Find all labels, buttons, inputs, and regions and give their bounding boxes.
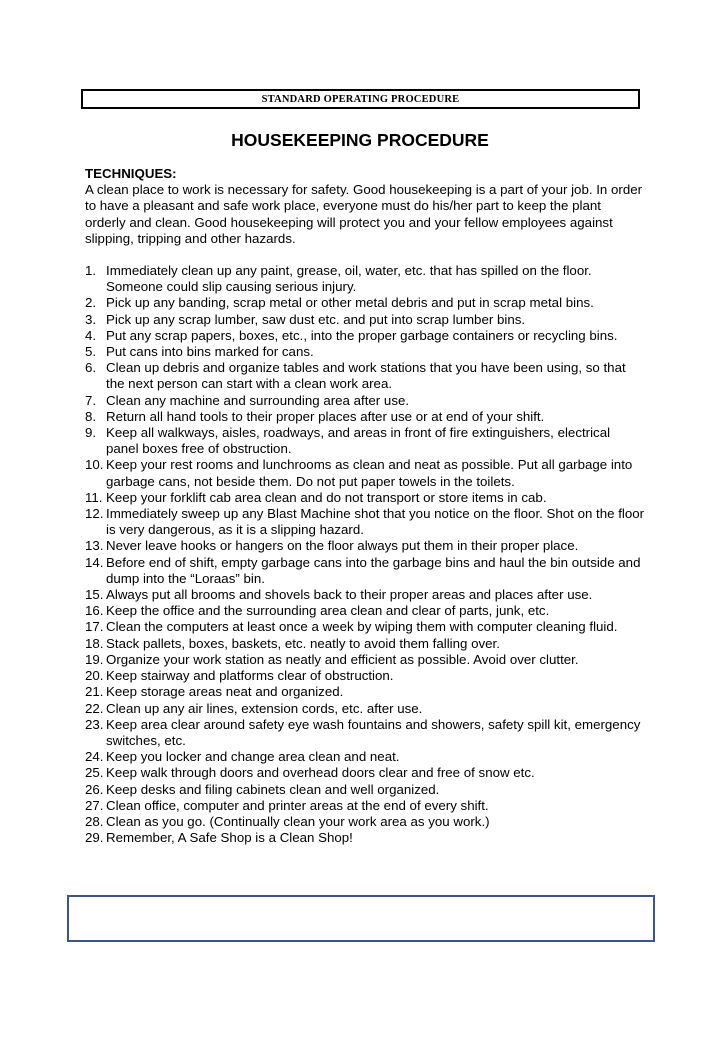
list-item-text: Keep all walkways, aisles, roadways, and areas in front of fire extinguishers, electrical panel boxes free of obstruction. [106,425,611,457]
list-item-text: Keep storage areas neat and organized. [106,684,344,700]
list-item-number: 7. [85,392,97,408]
list-item-number: 13. [85,538,104,554]
list-item-text: Clean up any air lines, extension cords, etc. after use. [106,700,423,716]
list-item [85,555,645,587]
list-item [85,506,645,538]
list-item-text: Clean any machine and surrounding area after use. [106,392,410,408]
document-title: HOUSEKEEPING PROCEDURE [231,130,489,150]
list-item [85,636,645,652]
list-item-number: 17. [85,619,104,635]
list-item [85,538,645,554]
list-item-number: 11. [85,489,103,505]
list-item [85,312,645,328]
list-item [85,668,645,684]
housekeeping-rules-list [85,263,645,846]
list-item-text: Keep you locker and change area clean and neat. [106,749,400,765]
list-item-text: Return all hand tools to their proper places after use or at end of your shift. [106,408,545,424]
list-item-number: 6. [85,360,97,376]
list-item-text: Keep stairway and platforms clear of obstruction. [106,668,394,684]
list-item-text: Put any scrap papers, boxes, etc., into the proper garbage containers or recycling bins. [106,327,618,343]
list-item [85,328,645,344]
list-item [85,490,645,506]
list-item-number: 16. [85,603,104,619]
list-item-number: 5. [85,344,97,360]
list-item [85,652,645,668]
list-item [85,587,645,603]
list-item-text: Never leave hooks or hangers on the floor always put them in their proper place. [106,538,579,554]
list-item [85,344,645,360]
list-item-text: Before end of shift, empty garbage cans into the garbage bins and haul the bin outside and dump into the “Loraas” bin. [106,554,641,586]
list-item-number: 26. [85,781,104,797]
list-item [85,717,645,749]
list-item-number: 23. [85,716,104,732]
list-item-text: Keep area clear around safety eye wash fountains and showers, safety spill kit, emergency switches, etc. [106,716,641,748]
sop-header-label: STANDARD OPERATING PROCEDURE [261,93,460,105]
document-body [85,166,645,846]
list-item [85,295,645,311]
list-item-number: 12. [85,506,104,522]
list-item-text: Immediately clean up any paint, grease, oil, water, etc. that has spilled on the floor. Someone could slip causing serious injury. [106,263,592,295]
list-item [85,782,645,798]
list-item [85,619,645,635]
footer-box [67,895,655,942]
list-item-text: Put cans into bins marked for cans. [106,344,314,360]
list-item-number: 18. [85,635,104,651]
list-item-number: 25. [85,765,104,781]
list-item [85,798,645,814]
list-item-text: Keep desks and filing cabinets clean and well organized. [106,781,440,797]
list-item-number: 8. [85,408,97,424]
list-item-number: 10. [85,457,104,473]
list-item [85,749,645,765]
list-item-text: Clean up debris and organize tables and work stations that you have been using, so that the next person can start with a clean work area. [106,360,626,392]
list-item [85,457,645,489]
list-item-text: Stack pallets, boxes, baskets, etc. neatly to avoid them falling over. [106,635,500,651]
list-item-number: 29. [85,830,104,846]
sop-header-box [81,89,640,109]
list-item-text: Remember, A Safe Shop is a Clean Shop! [106,830,353,846]
list-item-number: 15. [85,587,104,603]
list-item-number: 21. [85,684,104,700]
list-item-number: 4. [85,327,97,343]
list-item-number: 14. [85,554,104,570]
list-item [85,409,645,425]
list-item-text: Keep walk through doors and overhead doors clear and free of snow etc. [106,765,535,781]
section-heading: TECHNIQUES: [85,166,177,181]
list-item-text: Always put all brooms and shovels back to their proper areas and places after use. [106,587,593,603]
list-item [85,765,645,781]
list-item-text: Keep your rest rooms and lunchrooms as clean and neat as possible. Put all garbage into garbage cans, not beside them. Do not put paper towels in the toilets. [106,457,633,489]
list-item [85,684,645,700]
list-item [85,814,645,830]
list-item-number: 24. [85,749,104,765]
list-item [85,830,645,846]
list-item [85,701,645,717]
list-item-text: Clean the computers at least once a week by wiping them with computer cleaning fluid. [106,619,618,635]
list-item-text: Pick up any scrap lumber, saw dust etc. and put into scrap lumber bins. [106,311,526,327]
list-item-number: 2. [85,295,97,311]
list-item-number: 19. [85,651,104,667]
list-item-number: 22. [85,700,104,716]
list-item-text: Organize your work station as neatly and efficient as possible. Avoid over clutter. [106,651,579,667]
list-item-text: Immediately sweep up any Blast Machine shot that you notice on the floor. Shot on the floor is very dangerous, as it is a slipping hazard. [106,506,645,538]
list-item-text: Clean as you go. (Continually clean your work area as you work.) [106,813,490,829]
list-item [85,263,645,295]
list-item [85,393,645,409]
list-item [85,360,645,392]
list-item [85,603,645,619]
list-item-number: 1. [85,263,97,279]
list-item-text: Clean office, computer and printer areas at the end of every shift. [106,797,489,813]
list-item-number: 28. [85,813,104,829]
list-item-text: Keep the office and the surrounding area clean and clear of parts, junk, etc. [106,603,550,619]
list-item-text: Keep your forklift cab area clean and do not transport or store items in cab. [106,489,547,505]
list-item-number: 3. [85,311,97,327]
list-item-number: 27. [85,797,104,813]
list-item-number: 20. [85,668,104,684]
list-item-number: 9. [85,425,97,441]
list-item-text: Pick up any banding, scrap metal or other metal debris and put in scrap metal bins. [106,295,594,311]
intro-paragraph: A clean place to work is necessary for safety. Good housekeeping is a part of your job. In order to have a pleasant and safe work place, everyone must do his/her part to keep the plant orderly and clean. Good housekeeping will protect you and your fellow employees against slipping, tripping and other hazards. [85,182,643,246]
list-item [85,425,645,457]
